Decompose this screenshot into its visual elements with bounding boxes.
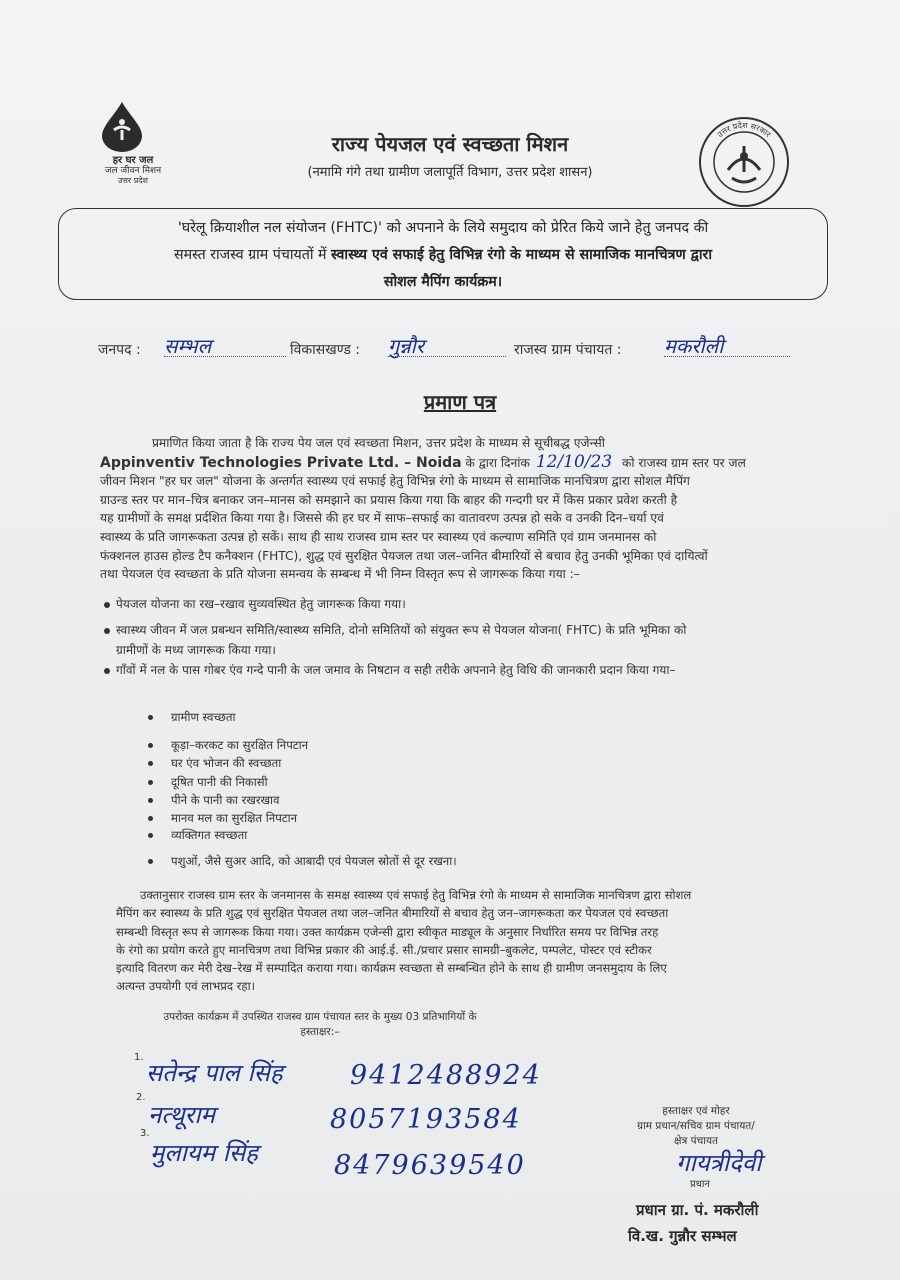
participants-note <box>130 1010 510 1040</box>
closing-line: सम्बन्धी विस्तृत रूप से जागरूक किया गया। उक्त कार्यक्रम एजेन्सी द्वारा स्वीकृत माड्यूल के अनुसार निर्धारित समय पर विभिन्न तरह <box>116 924 659 939</box>
logo-caption-line: हर घर जल <box>112 155 154 166</box>
topic-text: दूषित पानी की निकासी <box>171 775 268 789</box>
list-item <box>148 793 280 808</box>
body-line: यह ग्रामीणों के समक्ष प्रर्दशित किया गया है। जिससे की हर घर में साफ–सफाई का वातावरण उत्पन्न हो सके व उनकी दिन–चर्या एवं <box>100 511 664 526</box>
har-ghar-jal-logo <box>78 100 188 186</box>
page-subtitle: (नमामि गंगे तथा ग्रामीण जलापूर्ति विभाग, उत्तर प्रदेश शासन) <box>307 165 593 180</box>
participant-number: 1. <box>134 1052 144 1063</box>
participant-name: मुलायम सिंह <box>150 1139 258 1167</box>
programme-date: 12/10/23 <box>530 453 618 473</box>
body-line: तथा पेयजल एंव स्वच्छता के प्रति योजना समन्वय के सम्बन्ध में भी निम्न विस्तृत रूप से जागरूक किया गया :– <box>100 567 580 582</box>
list-item <box>148 710 236 725</box>
seal-line: ग्राम प्रधान/सचिव ग्राम पंचायत/ <box>637 1120 755 1132</box>
awareness-points <box>104 594 824 680</box>
note-line: उपरोक्त कार्यक्रम में उपस्थित राजस्व ग्राम पंचायत स्तर के मुख्य 03 प्रतिभागियों के <box>163 1011 477 1023</box>
district-label: जनपद : <box>98 342 141 358</box>
bullet-icon <box>148 761 153 766</box>
banner-line: सोशल मैपिंग कार्यक्रम। <box>383 274 503 290</box>
point-text: स्वास्थ्य जीवन में जल प्रबन्धन समिति/स्वास्थ्य समिति, दोनो समितियों को संयुक्त रूप से पेयजल योजना( FHTC) के प्रति भूमिका को <box>116 623 687 637</box>
point-text: गाँवों में नल के पास गोबर एंव गन्दे पानी के जल जमाव के निषटान व सही तरीके अपनाने हेतु विधि की जानकारी प्रदान किया गया– <box>116 663 676 677</box>
body-text: को राजस्व ग्राम स्तर पर जल <box>618 455 746 470</box>
banner-line-text: समस्त राजस्व ग्राम पंचायतों में <box>173 247 332 263</box>
block-label: विकासखण्ड : <box>290 342 361 358</box>
list-item <box>148 811 297 826</box>
pradhan-signature: गायत्रीदेवी <box>676 1149 762 1177</box>
participant-name: नत्थूराम <box>148 1101 215 1129</box>
point-text: पेयजल योजना का रख–रखाव सुव्यवस्थित हेतु जागरूक किया गया। <box>116 597 406 611</box>
body-line: ग्राउन्ड स्तर पर मान–चित्र बनाकर जन–मानस को समझाने का प्रयास किया गया कि बाहर की गन्दगी घर में किस प्रकार प्रवेश करती है <box>100 492 678 507</box>
topic-text: कूड़ा–करकट का सुरक्षित निपटान <box>171 738 309 752</box>
logo-caption-line: उत्तर प्रदेश <box>118 176 148 185</box>
body-line: प्रमाणित किया जाता है कि राज्य पेय जल एवं स्वच्छता मिशन, उत्तर प्रदेश के माध्यम से सूचीबद्ध एजेन्सी <box>152 436 605 450</box>
bullet-icon <box>148 715 153 720</box>
closing-line: मैपिंग कर स्वास्थ्य के प्रति शुद्ध एवं सुरक्षित पेयजल तथा जल–जनित बीमारियों से बचाव हेतु जन–जागरूकता कर पेयजल एवं स्वच्छता <box>116 906 669 921</box>
bullet-icon <box>148 859 153 864</box>
closing-line: के रंगो का प्रयोग करते हुए मानचित्रण तथा विभिन्न प्रकार की आई.ई. सी./प्रचार प्रसार सामग्री–बुकलेट, पम्पलेट, पोस्टर एवं स्टीकर <box>116 942 652 957</box>
closing-line: इत्यादि वितरण कर मेरी देख–रेख में सम्पादित कराया गया। कार्यक्रम स्वच्छता से सम्बन्धित होने के साथ ही ग्रामीण जनसमुदाय के लिए <box>116 961 667 976</box>
list-item <box>148 828 247 843</box>
seal-caption <box>596 1104 796 1149</box>
participant-number: 2. <box>136 1092 146 1103</box>
block-value: गुन्नौर <box>388 336 506 357</box>
district-value: सम्भल <box>164 336 286 357</box>
logo-caption <box>78 156 188 186</box>
agency-name: Appinventiv Technologies Private Ltd. – Noida <box>100 454 462 471</box>
participant-phone: 8057193584 <box>330 1104 522 1135</box>
programme-banner <box>58 208 828 300</box>
list-item <box>104 660 824 680</box>
bullet-icon <box>148 798 153 803</box>
list-item <box>148 854 457 869</box>
participant-number: 3. <box>140 1128 150 1139</box>
list-item <box>148 756 281 771</box>
topic-text: ग्रामीण स्वच्छता <box>171 710 236 724</box>
bullet-icon <box>104 628 110 634</box>
banner-line: 'घरेलू क्रियाशील नल संयोजन (FHTC)' को अपनाने के लिये समुदाय को प्रेरित किये जाने हेतु जनपद की <box>177 220 709 236</box>
topic-text: पशुओं, जैसे सुअर आदि, को आबादी एवं पेयजल स्रोतों से दूर रखना। <box>171 854 457 868</box>
topic-text: पीने के पानी का रखरखाव <box>171 793 280 807</box>
page-title: राज्य पेयजल एवं स्वच्छता मिशन <box>331 132 569 156</box>
participant-phone: 9412488924 <box>350 1060 542 1091</box>
body-line: फंक्शनल हाउस होल्ड टैप कनैक्शन (FHTC), शुद्ध एवं सुरक्षित पेयजल तथा जल–जनित बीमारियों से बचाव हेतु उनकी भूमिका एवं दायित्वों <box>100 548 708 563</box>
body-text: के द्वारा दिनांक <box>461 455 530 470</box>
bullet-icon <box>104 668 110 674</box>
up-government-emblem <box>698 116 790 208</box>
location-fields <box>98 330 818 364</box>
list-item <box>104 594 824 614</box>
office-stamp-line: प्रधान ग्रा. पं. मकरौली <box>636 1201 759 1219</box>
bullet-icon <box>148 816 153 821</box>
banner-line-bold: स्वास्थ्य एवं सफाई हेतु विभिन्न रंगो के माध्यम से सामाजिक मानचित्रण द्वारा <box>331 247 712 263</box>
certificate-body <box>100 434 822 584</box>
panchayat-value: मकरौली <box>664 336 790 357</box>
pradhan-designation: प्रधान <box>690 1179 710 1190</box>
bullet-icon <box>148 780 153 785</box>
list-item-continued: ग्रामीणों के मध्य जागरूक किया गया। <box>116 643 276 657</box>
topic-text: मानव मल का सुरक्षित निपटान <box>171 811 298 825</box>
banner-line <box>73 242 813 269</box>
participant-name: सतेन्द्र पाल सिंह <box>146 1059 283 1087</box>
topic-text: व्यक्तिगत स्वच्छता <box>171 828 248 842</box>
topic-text: घर एंव भोजन की स्वच्छता <box>171 756 282 770</box>
office-stamp-line: वि.ख. गुन्नौर सम्भल <box>628 1227 737 1245</box>
bullet-icon <box>148 743 153 748</box>
emblem-text: उत्तर प्रदेश सरकार <box>715 120 773 140</box>
seal-line: क्षेत्र पंचायत <box>673 1135 719 1147</box>
list-item <box>148 738 308 753</box>
bullet-icon <box>148 833 153 838</box>
participant-phone: 8479639540 <box>334 1150 526 1181</box>
list-item <box>104 620 824 640</box>
note-line: हस्ताक्षर:– <box>300 1026 340 1038</box>
water-drop-icon <box>100 100 144 152</box>
list-item <box>148 775 268 790</box>
body-line: जीवन मिशन "हर घर जल" योजना के अन्तर्गत स्वास्थ्य एवं सफाई हेतु विभिन्न रंगो के माध्यम से सामाजिक मानचित्रण द्वारा सोशल मैपिंग <box>100 474 690 489</box>
body-line <box>100 453 822 473</box>
seal-line: हस्ताक्षर एवं मोहर <box>662 1105 730 1117</box>
closing-line: अत्यन्त उपयोगी एवं लाभप्रद रहा। <box>116 979 255 994</box>
bullet-icon <box>104 602 110 608</box>
closing-paragraph <box>116 886 822 996</box>
certificate-heading: प्रमाण पत्र <box>423 390 497 414</box>
closing-line: उक्तानुसार राजस्व ग्राम स्तर के जनमानस के समक्ष स्वास्थ्य एवं सफाई हेतु विभिन्न रंगो के माध्यम से सामाजिक मानचित्रण द्वारा सोशल <box>140 888 692 902</box>
body-line: स्वास्थ्य के प्रति जागरूकता उत्पन्न हो सकें। साथ ही साथ राजस्व ग्राम स्तर पर स्वास्थ्य एवं कल्याण समिति एवं ग्राम जनमानस को <box>100 529 657 544</box>
panchayat-label: राजस्व ग्राम पंचायत : <box>514 342 622 358</box>
logo-caption-line: जल जीवन मिशन <box>104 166 162 176</box>
